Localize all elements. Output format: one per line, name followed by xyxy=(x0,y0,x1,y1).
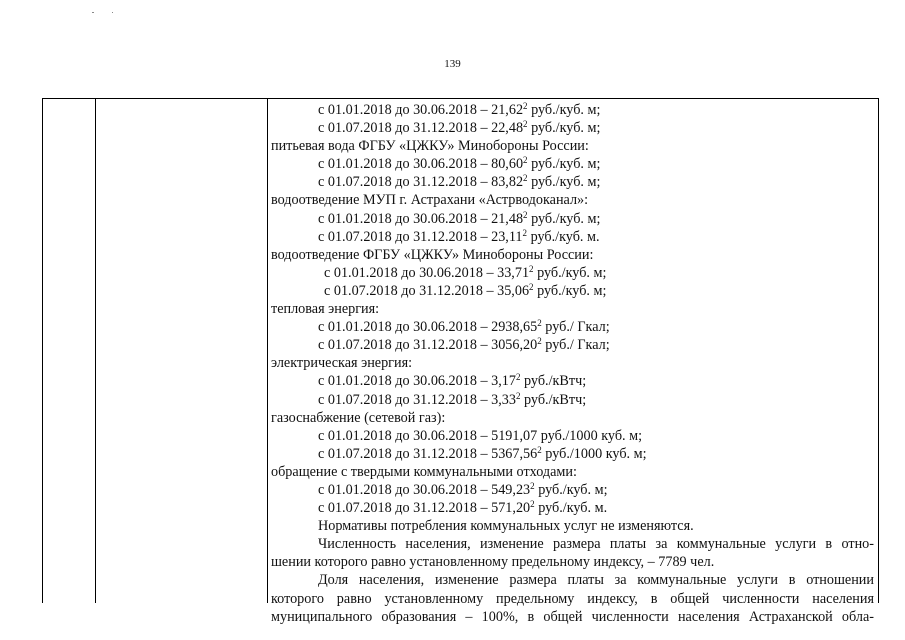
text-line xyxy=(271,101,874,119)
scan-artifact xyxy=(92,12,94,13)
text-line xyxy=(271,517,874,535)
line-text: водоотведение МУП г. Астрахани «Астрводоканал»: xyxy=(271,192,589,209)
line-text: с 01.07.2018 до 31.12.2018 – 35,06 xyxy=(324,282,530,299)
footnote-marker: 2 xyxy=(530,480,535,491)
line-text: Численность населения, изменение размера платы за коммунальные услуги в отно- xyxy=(318,536,874,553)
line-text: муниципального образования – 100%, в общей численности населения Астраханской обла- xyxy=(271,608,874,625)
line-text: с 01.07.2018 до 31.12.2018 – 3,33 xyxy=(318,391,516,408)
line-unit: руб./куб. м. xyxy=(527,228,600,245)
line-text: с 01.01.2018 до 30.06.2018 – 2938,65 xyxy=(318,319,538,336)
footnote-marker: 2 xyxy=(523,155,528,166)
text-line xyxy=(271,282,874,300)
line-unit: руб./куб. м; xyxy=(533,264,607,281)
line-text: с 01.01.2018 до 30.06.2018 – 21,62 xyxy=(318,102,524,118)
footnote-marker: 2 xyxy=(529,263,534,274)
line-unit: руб./ Гкал; xyxy=(541,337,610,354)
line-text: электрическая энергия: xyxy=(271,355,413,372)
text-line xyxy=(271,409,874,427)
text-line xyxy=(271,300,874,318)
line-unit: руб./куб. м; xyxy=(527,102,601,118)
text-line xyxy=(271,499,874,517)
text-line xyxy=(271,191,874,209)
footnote-marker: 2 xyxy=(537,336,542,347)
text-line xyxy=(271,590,874,608)
line-unit: руб./1000 куб. м; xyxy=(541,445,647,462)
line-text: с 01.07.2018 до 31.12.2018 – 5367,56 xyxy=(318,445,538,462)
text-line xyxy=(271,553,874,571)
footnote-marker: 2 xyxy=(522,227,528,238)
line-unit: руб./куб. м; xyxy=(527,210,601,227)
line-text: газоснабжение (сетевой газ): xyxy=(271,409,446,426)
line-unit: руб./куб. м; xyxy=(527,156,601,173)
line-unit: руб./кВтч; xyxy=(520,373,587,390)
line-unit: руб./куб. м; xyxy=(527,174,601,191)
line-text: с 01.07.2018 до 31.12.2018 – 22,48 xyxy=(318,120,524,137)
line-text: с 01.01.2018 до 30.06.2018 – 21,48 xyxy=(318,210,524,227)
footnote-marker: 2 xyxy=(537,444,542,455)
footnote-marker: 2 xyxy=(523,101,528,111)
line-text: с 01.01.2018 до 30.06.2018 – 3,17 xyxy=(318,373,516,390)
footnote-marker: 2 xyxy=(523,119,528,130)
document-table xyxy=(42,98,879,625)
page-number: 139 xyxy=(444,58,461,70)
line-text: водоотведение ФГБУ «ЦЖКУ» Минобороны России: xyxy=(271,246,594,263)
line-text: с 01.07.2018 до 31.12.2018 – 3056,20 xyxy=(318,337,538,354)
text-line xyxy=(271,155,874,173)
line-unit: руб./куб. м; xyxy=(534,481,608,498)
text-line xyxy=(271,427,874,445)
text-line xyxy=(271,228,874,246)
text-line xyxy=(271,445,874,463)
line-text: тепловая энергия: xyxy=(271,301,380,318)
line-text: с 01.01.2018 до 30.06.2018 – 80,60 xyxy=(318,156,524,173)
text-line xyxy=(271,318,874,336)
line-text: с 01.01.2018 до 30.06.2018 – 549,23 xyxy=(318,481,531,498)
text-line xyxy=(271,391,874,409)
scan-artifact xyxy=(112,12,113,13)
line-text: с 01.07.2018 до 31.12.2018 – 571,20 xyxy=(318,500,531,517)
text-line xyxy=(271,264,874,282)
line-text: обращение с твердыми коммунальными отходами: xyxy=(271,463,577,480)
footnote-marker: 2 xyxy=(523,173,528,184)
footnote-marker: 2 xyxy=(515,372,521,383)
line-text: Доля населения, изменение размера платы за коммунальные услуги в отношении xyxy=(318,572,874,589)
text-line xyxy=(271,535,874,553)
text-line xyxy=(271,463,874,481)
text-line xyxy=(271,246,874,264)
line-unit: руб./кВтч; xyxy=(520,391,587,408)
line-unit: руб./ Гкал; xyxy=(541,319,610,336)
column-divider xyxy=(95,99,96,603)
line-text: с 01.07.2018 до 31.12.2018 – 23,11 xyxy=(318,228,523,245)
text-line xyxy=(271,608,874,626)
line-unit: руб./куб. м; xyxy=(527,120,601,137)
column-divider xyxy=(267,99,268,603)
footnote-marker: 2 xyxy=(530,499,535,510)
footnote-marker: 2 xyxy=(537,318,542,329)
text-line xyxy=(271,354,874,372)
line-text: шении которого равно установленному предельному индексу, – 7789 чел. xyxy=(271,554,715,571)
footnote-marker: 2 xyxy=(515,390,521,401)
line-text: с 01.07.2018 до 31.12.2018 – 83,82 xyxy=(318,174,524,191)
text-line xyxy=(271,119,874,137)
line-unit: руб./куб. м; xyxy=(533,282,607,299)
line-text: которого равно установленному предельному индексу, в общей численности населения xyxy=(271,590,874,607)
line-unit: руб./куб. м. xyxy=(534,500,608,517)
line-text: Нормативы потребления коммунальных услуг не изменяются. xyxy=(318,518,694,535)
line-text: питьевая вода ФГБУ «ЦЖКУ» Минобороны России: xyxy=(271,138,589,155)
line-text: с 01.01.2018 до 30.06.2018 – 33,71 xyxy=(324,264,530,281)
text-line xyxy=(271,481,874,499)
text-line xyxy=(271,571,874,589)
table-cell-content xyxy=(271,101,874,626)
text-line xyxy=(271,372,874,390)
line-text: с 01.01.2018 до 30.06.2018 – 5191,07 руб./1000 куб. м; xyxy=(318,427,643,444)
footnote-marker: 2 xyxy=(523,209,528,220)
text-line xyxy=(271,210,874,228)
text-line xyxy=(271,173,874,191)
footnote-marker: 2 xyxy=(529,281,534,292)
text-line xyxy=(271,137,874,155)
text-line xyxy=(271,336,874,354)
